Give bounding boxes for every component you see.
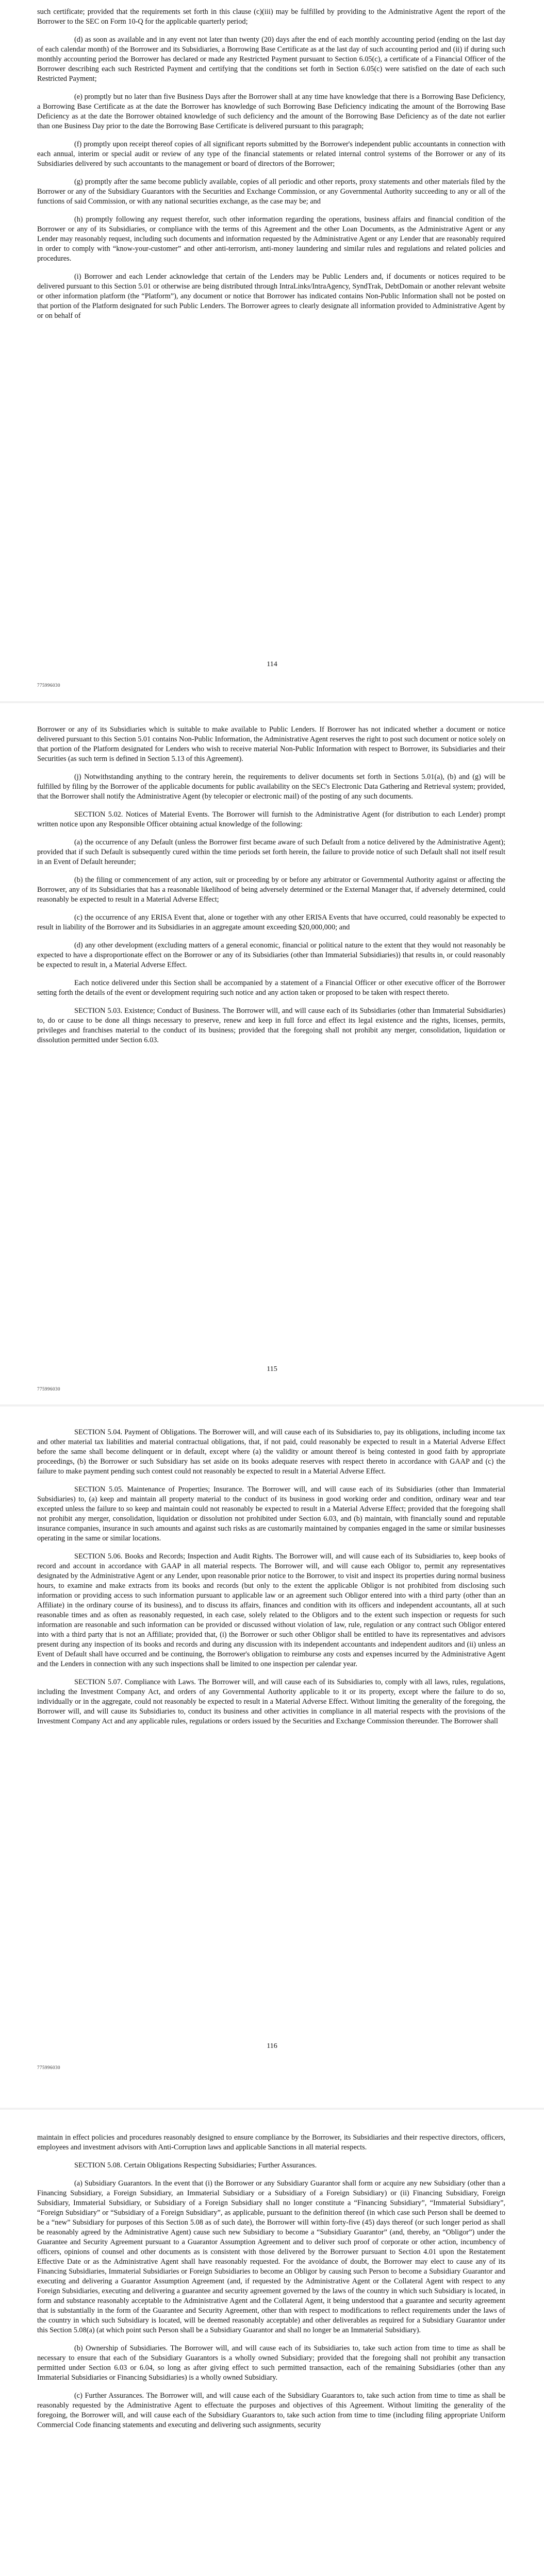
paragraph: (i) Borrower and each Lender acknowledge that certain of the Lenders may be Public Lenders and, if documents or notices required to be delivered pursuant to this Section 5.01 or otherwise are being distributed through IntraLinks/IntraAgency, SyndTrak, DebtDomain or another relevant website or other information platform (the “Platform”), any document or notice that Borrower has indicated contains Non-Public Information shall not be posted on that portion of the Platform designated for such Public Lenders. The Borrower agrees to clearly designate all information provided to Administrative Agent by or on behalf of	[37, 273, 505, 320]
page-number: 116	[267, 2042, 277, 2050]
paragraph: (f) promptly upon receipt thereof copies of all significant reports submitted by the Borrower's independent public accountants in connection with each annual, interim or special audit or review of any type of the financial statements or related internal control systems of the Borrower or any of its Subsidiaries delivered by such accountants to the management or board of directors of the Borrower;	[37, 140, 505, 168]
paragraph: such certificate; provided that the requirements set forth in this clause (c)(iii) may be fulfilled by providing to the Administrative Agent the report of the Borrower to the SEC on Form 10-Q for the applicable quarterly period;	[37, 8, 505, 26]
page-number: 114	[267, 660, 277, 668]
page-115-body	[37, 725, 505, 1045]
paragraph: maintain in effect policies and procedures reasonably designed to ensure compliance by the Borrower, its Subsidiaries and their respective directors, officers, employees and investment advisors with Anti-Corruption laws and applicable Sanctions in all material respects.	[37, 2133, 505, 2151]
paragraph: SECTION 5.04. Payment of Obligations. The Borrower will, and will cause each of its Subsidiaries to, pay its obligations, including income tax and other material tax liabilities and material contractual obligations, that, if not paid, could reasonably be expected to result in a Material Adverse Effect before the same shall become delinquent or in default, except where (a) the validity or amount thereof is being contested in good faith by appropriate proceedings, (b) the Borrower or such Subsidiary has set aside on its books adequate reserves with respect thereto in accordance with GAAP and (c) the failure to make payment pending such contest could not reasonably be expected to result in a Material Adverse Effect.	[37, 1428, 505, 1476]
paragraph: (b) the filing or commencement of any action, suit or proceeding by or before any arbitrator or Governmental Authority against or affecting the Borrower, any of its Subsidiaries that has a reasonable likelihood of being adversely determined or the External Manager that, if adversely determined, could reasonably be expected to result in a Material Adverse Effect;	[37, 876, 505, 904]
paragraph: (b) Ownership of Subsidiaries. The Borrower will, and will cause each of its Subsidiaries to, take such action from time to time as shall be necessary to ensure that each of the Subsidiary Guarantors is a wholly owned Subsidiary; provided that the foregoing shall not prohibit any transaction permitted under Section 6.03 or 6.04, so long as after giving effect to such permitted transaction, each of the remaining Subsidiaries (other than any Immaterial Subsidiaries or Financing Subsidiaries) is a wholly owned Subsidiary.	[37, 2344, 505, 2382]
page-114-body	[37, 7, 505, 321]
paragraph: Each notice delivered under this Section shall be accompanied by a statement of a Financial Officer or other executive officer of the Borrower setting forth the details of the event or development requiring such notice and any action taken or proposed to be taken with respect thereto.	[37, 979, 505, 997]
paragraph: SECTION 5.02. Notices of Material Events. The Borrower will furnish to the Administrative Agent (for distribution to each Lender) prompt written notice upon any Responsible Officer obtaining actual knowledge of the following:	[37, 810, 505, 828]
paragraph: (c) the occurrence of any ERISA Event that, alone or together with any other ERISA Events that have occurred, could reasonably be expected to result in liability of the Borrower and its Subsidiaries in an aggregate amount exceeding $20,000,000; and	[37, 913, 505, 931]
page-117-body	[37, 2133, 505, 2430]
paragraph: SECTION 5.07. Compliance with Laws. The Borrower will, and will cause each of its Subsidiaries to, comply with all laws, rules, regulations, including the Investment Company Act, and orders of any Governmental Authority applicable to it or its property, except where the failure to do so, individually or in the aggregate, could not reasonably be expected to result in a Material Adverse Effect. Without limiting the generality of the foregoing, the Borrower will, and will cause its Subsidiaries to, conduct its business and other activities in compliance in all material respects with the provisions of the Investment Company Act and any applicable rules, regulations or orders issued by the Securities and Exchange Commission thereunder. The Borrower shall	[37, 1678, 505, 1725]
page-117	[0, 2110, 544, 2576]
page-115	[0, 703, 544, 1404]
paragraph: SECTION 5.06. Books and Records; Inspection and Audit Rights. The Borrower will, and will cause each of its Subsidiaries to, keep books of record and account in accordance with GAAP in all material respects. The Borrower will, and will cause each Obligor to, permit any representatives designated by the Administrative Agent or any Lender, upon reasonable prior notice to the Borrower, to visit and inspect its properties during normal business hours, to examine and make extracts from its books and records (but only to the extent the applicable Obligor is not prohibited from disclosing such information or providing access to such information pursuant to applicable law or an agreement such Obligor entered into with a third party (other than an Affiliate) in the ordinary course of its business), and to discuss its affairs, finances and condition with its officers and independent accountants, all at such reasonable times and as often as reasonably requested, in each case, solely related to the Obligors and to the extent such inspection or requests for such information are reasonable and such information can be provided or discussed without violation of law, rule, regulation or any contract such Obligor entered into with a third party that is not an Affiliate; provided that, (i) the Borrower or such other Obligor shall be entitled to have its representatives and advisors present during any inspection of its books and records and during any discussion with its independent accountants and independent auditors and (ii) unless an Event of Default shall have occurred and be continuing, the Borrower's obligation to reimburse any costs and expenses incurred by the Administrative Agent and the Lenders in connection with any such inspections shall be limited to one inspection per calendar year.	[37, 1552, 505, 1668]
document-id: 775996030	[37, 683, 60, 688]
paragraph: (c) Further Assurances. The Borrower will, and will cause each of the Subsidiary Guarantors to, take such action from time to time as shall be reasonably requested by the Administrative Agent to effectuate the purposes and objectives of this Agreement. Without limiting the generality of the foregoing, the Borrower will, and will cause each of the Subsidiary Guarantors to, take such action from time to time (including filing appropriate Uniform Commercial Code financing statements and executing and delivering such assignments, security	[37, 2392, 505, 2429]
paragraph: (a) Subsidiary Guarantors. In the event that (i) the Borrower or any Subsidiary Guarantor shall form or acquire any new Subsidiary (other than a Financing Subsidiary, a Foreign Subsidiary, an Immaterial Subsidiary or a Subsidiary of a Foreign Subsidiary) or (ii) Financing Subsidiary, Foreign Subsidiary, Immaterial Subsidiary, or Subsidiary of a Foreign Subsidiary shall no longer constitute a “Financing Subsidiary”, “Immaterial Subsidiary”, “Foreign Subsidiary” or “Subsidiary of a Foreign Subsidiary”, as applicable, pursuant to the definition thereof (in which case such Person shall be deemed to be a “new” Subsidiary for purposes of this Section 5.08 as of such date), the Borrower will within forty-five (45) days thereof (or such longer period as shall be reasonably agreed by the Administrative Agent) cause such new Subsidiary to become a “Subsidiary Guarantor” (and, thereby, an “Obligor”) under the Guarantee and Security Agreement pursuant to a Guarantor Assumption Agreement and to deliver such proof of corporate or other action, incumbency of officers, opinions of counsel and other documents as is consistent with those delivered by the Borrower pursuant to Section 4.01 upon the Restatement Effective Date or as the Administrative Agent shall have reasonably requested. For the avoidance of doubt, the Borrower may elect to cause any of its Financing Subsidiaries, Immaterial Subsidiaries or Foreign Subsidiaries to become an Obligor by causing such Person to become a Subsidiary Guarantor and executing and delivering a Guarantor Assumption Agreement (and, if requested by the Administrative Agent or the Collateral Agent with respect to any Foreign Subsidiaries, executing and delivering a guarantee and security agreement governed by the laws of the country in which such Subsidiary is located, in form and substance reasonably acceptable to the Administrative Agent and the Collateral Agent, it being understood that a guarantee and security agreement that is substantially in the form of the Guarantee and Security Agreement, other than with respect to modifications to reflect requirements under the laws of the country in which such Subsidiary is located, will be deemed reasonably acceptable) and other deliverables as required for a Subsidiary Guarantor under this Section 5.08(a) (at which point such Person shall be a Subsidiary Guarantor and shall no longer be an Immaterial Subsidiary).	[37, 2179, 505, 2334]
paragraph: SECTION 5.03. Existence; Conduct of Business. The Borrower will, and will cause each of its Subsidiaries (other than Immaterial Subsidiaries) to, do or cause to be done all things necessary to preserve, renew and keep in full force and effect its legal existence and the rights, licenses, permits, privileges and franchises material to the conduct of its business; provided that the foregoing shall not prohibit any merger, consolidation, liquidation or dissolution permitted under Section 6.03.	[37, 1007, 505, 1044]
document-id: 775996030	[37, 2065, 60, 2070]
page-116	[0, 1406, 544, 2108]
paragraph: (g) promptly after the same become publicly available, copies of all periodic and other reports, proxy statements and other materials filed by the Borrower or any of the Subsidiary Guarantors with the Securities and Exchange Commission, or any Governmental Authority succeeding to any or all of the functions of said Commission, or with any national securities exchange, as the case may be; and	[37, 178, 505, 206]
paragraph: (h) promptly following any request therefor, such other information regarding the operations, business affairs and financial condition of the Borrower or any of its Subsidiaries, or compliance with the terms of this Agreement and the other Loan Documents, as the Administrative Agent or any Lender may reasonably request, including such documents and information requested by the Administrative Agent or any Lender that are reasonably required in order to comply with “know-your-customer” and other anti-terrorism, anti-money laundering and similar rules and regulations and related policies and procedures.	[37, 215, 505, 263]
paragraph: SECTION 5.05. Maintenance of Properties; Insurance. The Borrower will, and will cause each of its Subsidiaries (other than Immaterial Subsidiaries) to, (a) keep and maintain all property material to the conduct of its business in good working order and condition, ordinary wear and tear excepted unless the failure to so keep and maintain could not reasonably be expected to result in a Material Adverse Effect; provided that the foregoing shall not prohibit any merger, consolidation, liquidation or dissolution not prohibited under Section 6.03, and (b) maintain, with financially sound and reputable insurance companies, insurance in such amounts and against such risks as are customarily maintained by companies engaged in the same or similar businesses operating in the same or similar locations.	[37, 1485, 505, 1543]
document-id: 775996030	[37, 1386, 60, 1392]
page-116-body	[37, 1428, 505, 1726]
page-number: 115	[267, 1365, 277, 1373]
paragraph: SECTION 5.08. Certain Obligations Respecting Subsidiaries; Further Assurances.	[74, 2161, 317, 2170]
paragraph: (a) the occurrence of any Default (unless the Borrower first became aware of such Default from a notice delivered by the Administrative Agent); provided that if such Default is subsequently cured within the time periods set forth herein, the failure to provide notice of such Default shall not itself result in an Event of Default hereunder;	[37, 838, 505, 866]
paragraph: (d) as soon as available and in any event not later than twenty (20) days after the end of each monthly accounting period (ending on the last day of each calendar month) of the Borrower and its Subsidiaries, a Borrowing Base Certificate as at the last day of such accounting period and (ii) if during such monthly accounting period the Borrower has declared or made any Restricted Payment pursuant to Section 6.05(c), a certificate of a Financial Officer of the Borrower describing each such Restricted Payment and certifying that the conditions set forth in Section 6.05(c) were satisfied on the date of each such Restricted Payment;	[37, 36, 505, 83]
paragraph: (e) promptly but no later than five Business Days after the Borrower shall at any time have knowledge that there is a Borrowing Base Deficiency, a Borrowing Base Certificate as at the date the Borrower has knowledge of such Borrowing Base Deficiency indicating the amount of the Borrowing Base Deficiency as at the date the Borrower obtained knowledge of such deficiency and the amount of the Borrowing Base Deficiency as of the date not earlier than one Business Day prior to the date the Borrowing Base Certificate is delivered pursuant to this paragraph;	[37, 93, 505, 130]
paragraph: (d) any other development (excluding matters of a general economic, financial or political nature to the extent that they would not reasonably be expected to have a disproportionate effect on the Borrower or any of its Subsidiaries (other than Immaterial Subsidiaries)) that results in, or could reasonably be expected to result in, a Material Adverse Effect.	[37, 941, 505, 969]
paragraph: (j) Notwithstanding anything to the contrary herein, the requirements to deliver documents set forth in Sections 5.01(a), (b) and (g) will be fulfilled by filing by the Borrower of the applicable documents for public availability on the SEC's Electronic Data Gathering and Retrieval system; provided, that the Borrower shall notify the Administrative Agent (by telecopier or electronic mail) of the posting of any such documents.	[37, 773, 505, 801]
page-114	[0, 0, 544, 701]
paragraph: Borrower or any of its Subsidiaries which is suitable to make available to Public Lenders. If Borrower has not indicated whether a document or notice delivered pursuant to this Section 5.01 contains Non-Public Information, the Administrative Agent reserves the right to post such document or notice solely on that portion of the Platform designated for Lenders who wish to receive material Non-Public Information with respect to Borrower, its Subsidiaries and their Securities (as such term is defined in Section 5.13 of this Agreement).	[37, 725, 505, 763]
